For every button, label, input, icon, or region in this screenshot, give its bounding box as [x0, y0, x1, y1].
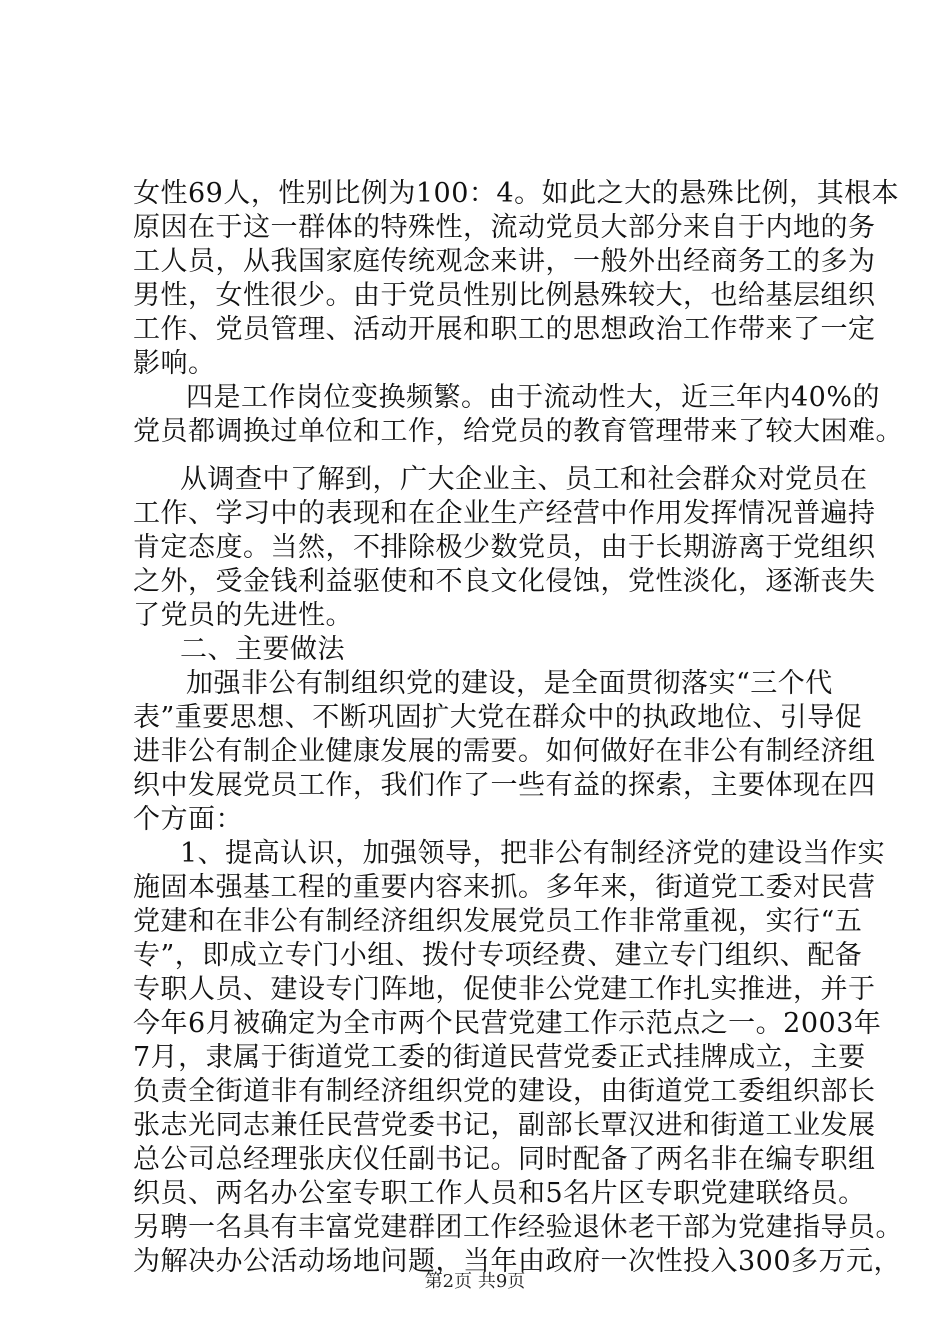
text-line: 另聘一名具有丰富党建群团工作经验退休老干部为党建指导员。	[133, 1212, 903, 1243]
text-line: 工作、学习中的表现和在企业生产经营中作用发挥情况普遍持	[133, 498, 876, 529]
text-line: 7月，隶属于街道党工委的街道民营党委正式挂牌成立，主要	[133, 1042, 866, 1073]
text-line: 织员、两名办公室专职工作人员和5名片区专职党建联络员。	[133, 1178, 866, 1209]
text-line: 工作、党员管理、活动开展和职工的思想政治工作带来了一定	[133, 314, 876, 345]
text-line: 个方面：	[133, 804, 243, 835]
text-line: 了党员的先进性。	[133, 600, 353, 631]
text-line: 原因在于这一群体的特殊性，流动党员大部分来自于内地的务	[133, 212, 876, 243]
text-line: 从调查中了解到，广大企业主、员工和社会群众对党员在	[180, 464, 868, 495]
text-line: 专”，即成立专门小组、拨付专项经费、建立专门组织、配备	[133, 940, 863, 971]
text-line: 为解决办公活动场地问题，当年由政府一次性投入300多万元，	[133, 1246, 902, 1277]
text-line: 1、提高认识，加强领导，把非公有制经济党的建设当作实	[180, 838, 886, 869]
text-line: 进非公有制企业健康发展的需要。如何做好在非公有制经济组	[133, 736, 876, 767]
text-line: 党员都调换过单位和工作，给党员的教育管理带来了较大困难。	[133, 416, 903, 447]
section-heading: 二、主要做法	[180, 634, 345, 665]
text-line: 张志光同志兼任民营党委书记，副部长覃汉进和街道工业发展	[133, 1110, 876, 1141]
text-line: 加强非公有制组织党的建设，是全面贯彻落实“三个代	[186, 668, 833, 699]
text-line: 织中发展党员工作，我们作了一些有益的探索，主要体现在四	[133, 770, 876, 801]
text-line: 施固本强基工程的重要内容来抓。多年来，街道党工委对民营	[133, 872, 876, 903]
text-line: 总公司总经理张庆仪任副书记。同时配备了两名非在编专职组	[133, 1144, 876, 1175]
text-line: 今年6月被确定为全市两个民营党建工作示范点之一。2003年	[133, 1008, 882, 1039]
text-line: 工人员，从我国家庭传统观念来讲，一般外出经商务工的多为	[133, 246, 876, 277]
page-number-footer: 第2页 共9页	[424, 1271, 526, 1292]
text-line: 专职人员、建设专门阵地，促使非公党建工作扎实推进，并于	[133, 974, 876, 1005]
text-line: 男性，女性很少。由于党员性别比例悬殊较大，也给基层组织	[133, 280, 876, 311]
text-line: 之外，受金钱利益驱使和不良文化侵蚀，党性淡化，逐渐丧失	[133, 566, 876, 597]
text-line: 四是工作岗位变换频繁。由于流动性大，近三年内40%的	[186, 382, 881, 413]
text-line: 肯定态度。当然，不排除极少数党员，由于长期游离于党组织	[133, 532, 876, 563]
text-line: 女性69人，性别比例为100：4。如此之大的悬殊比例，其根本	[133, 178, 900, 209]
text-line: 党建和在非公有制经济组织发展党员工作非常重视，实行“五	[133, 906, 863, 937]
text-line: 负责全街道非有制经济组织党的建设，由街道党工委组织部长	[133, 1076, 876, 1107]
text-line: 表”重要思想、不断巩固扩大党在群众中的执政地位、引导促	[133, 702, 863, 733]
text-line: 影响。	[133, 348, 216, 379]
